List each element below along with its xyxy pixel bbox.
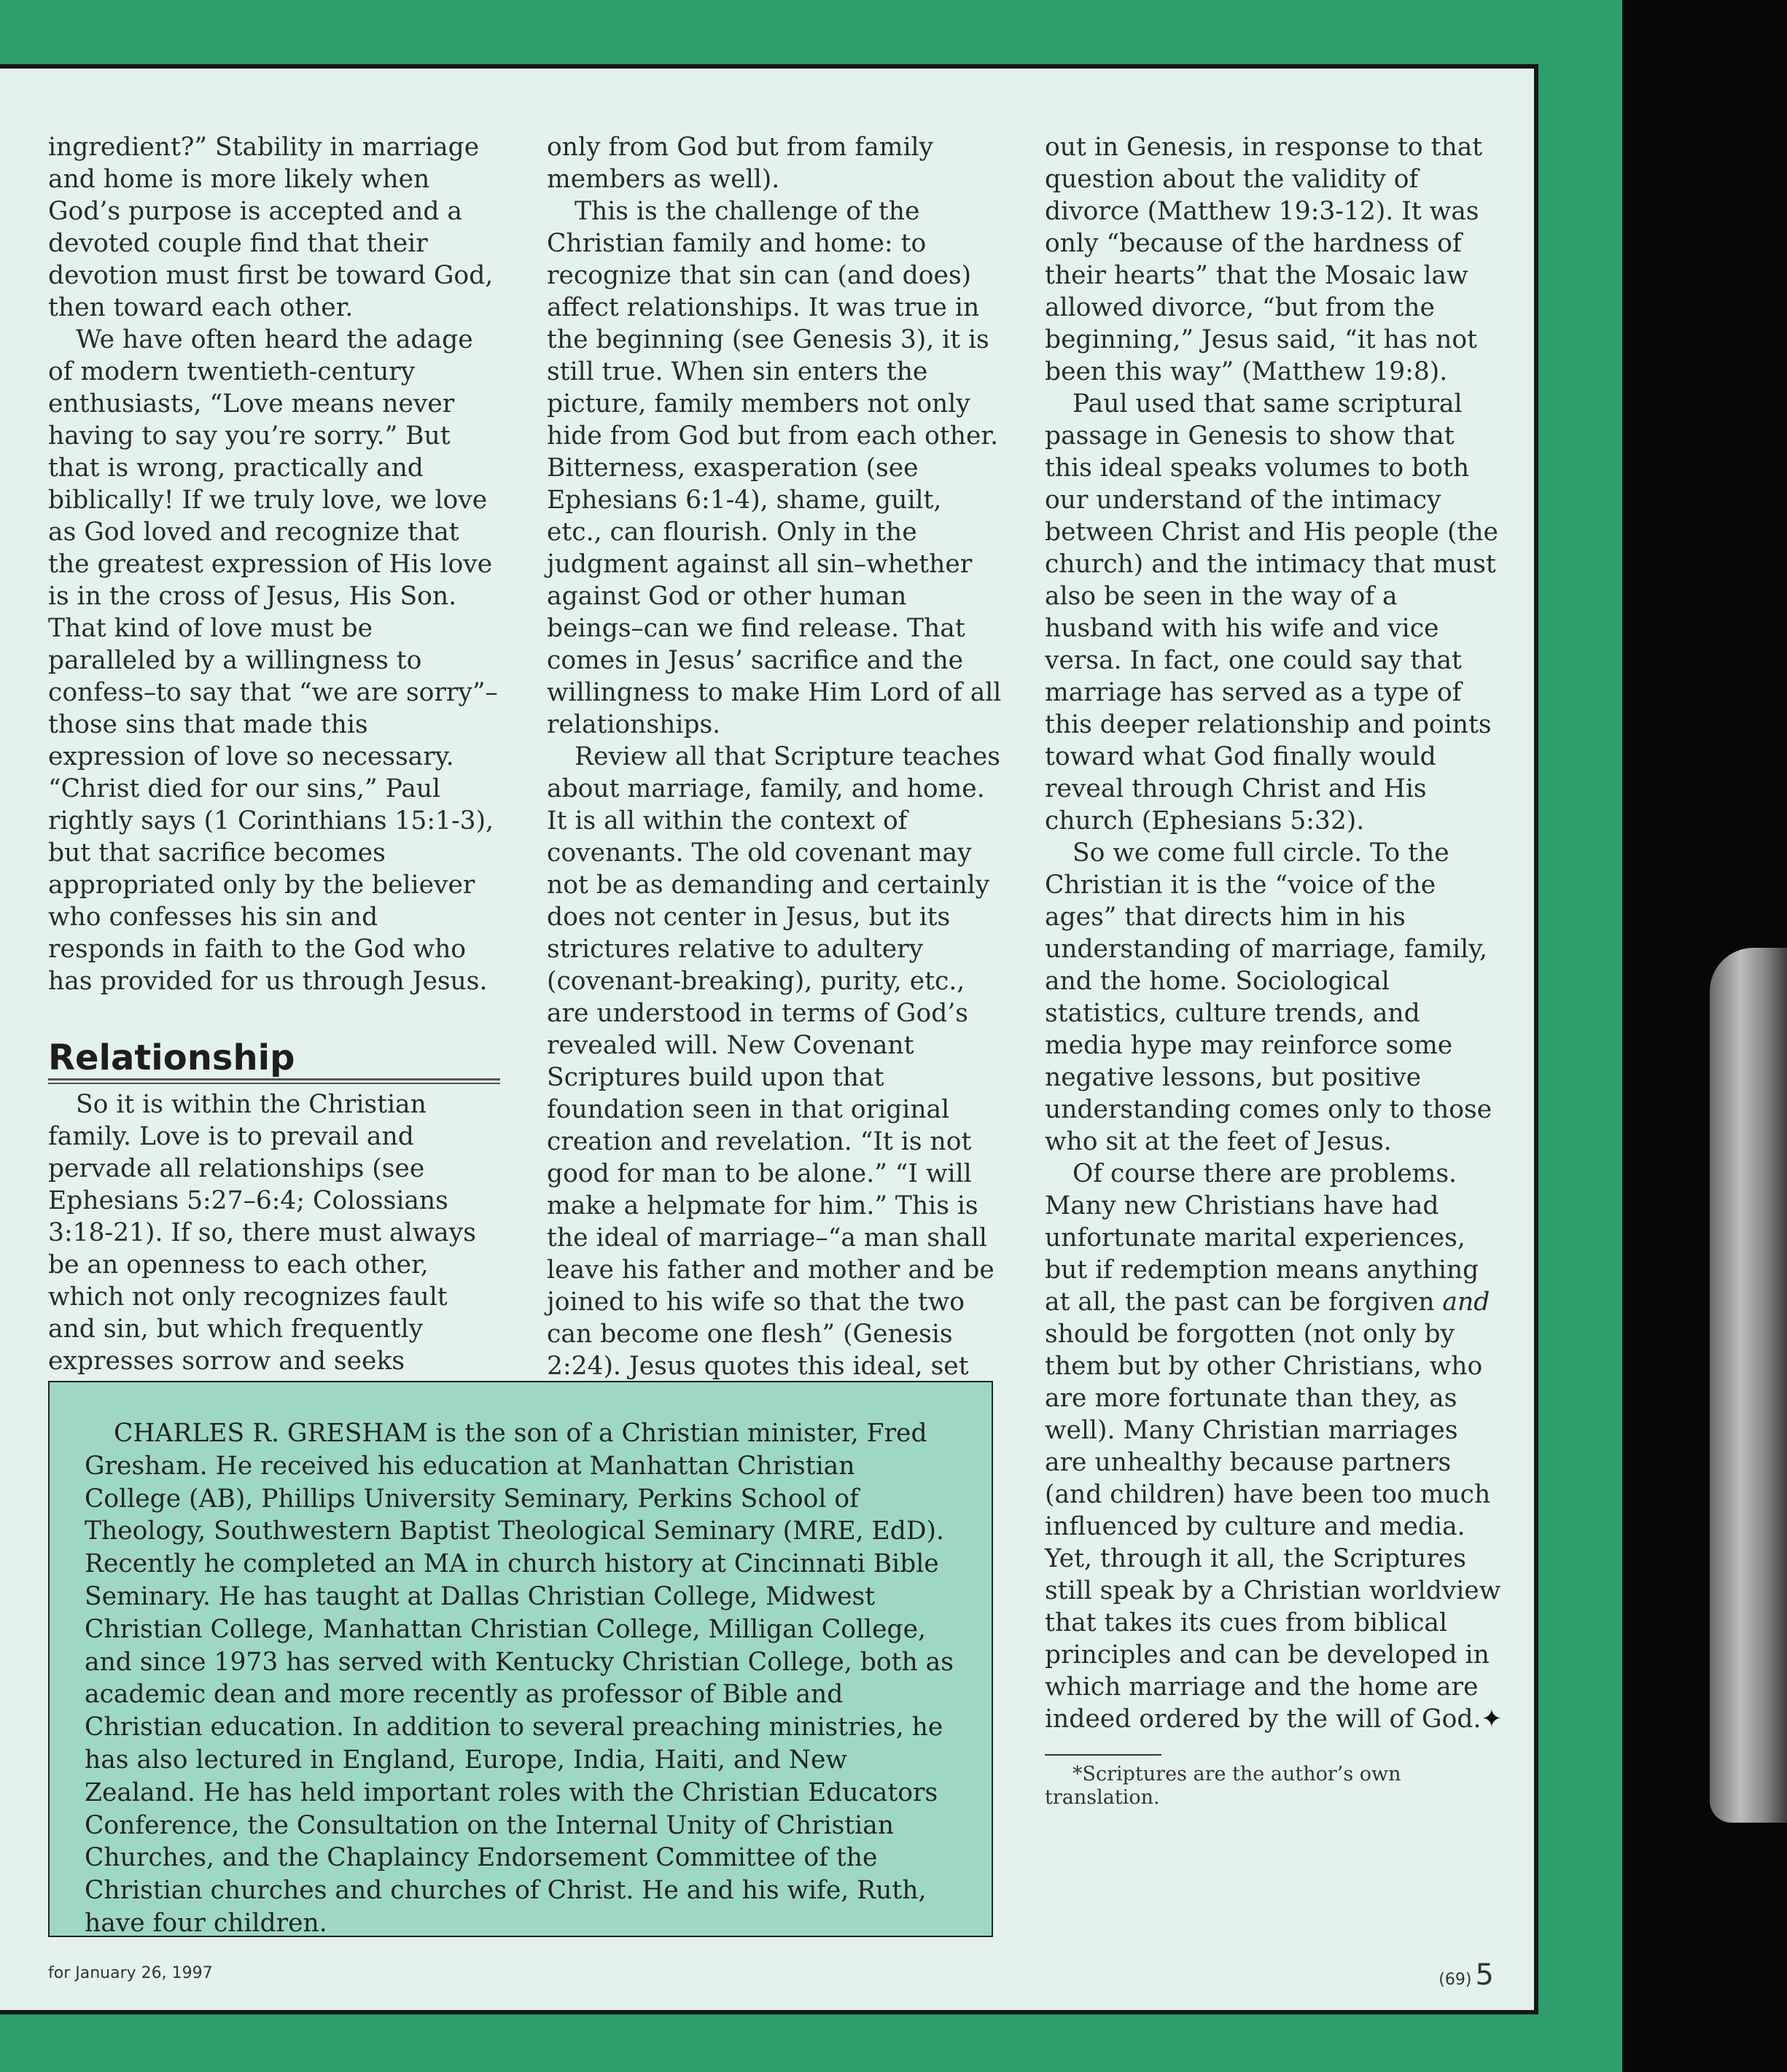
column-3 bbox=[1045, 131, 1504, 1810]
page-number bbox=[1438, 1958, 1494, 1992]
paragraph: out in Genesis, in response to that question about the validity of divorce (Matthew 19:3-12). It was only “because of the hardness of their hearts” that the Mosaic law allowed divorce, “but from the beginning,” Jesus said, “it has not been this way” (Matthew 19:8). bbox=[1045, 133, 1483, 386]
magazine-page bbox=[0, 64, 1538, 2014]
paragraph: only from God but from family members as well). bbox=[547, 133, 934, 194]
paragraph: ingredient?” Stability in marriage and home is more likely when God’s purpose is accepted and a devoted couple find that their devotion must first be toward God, then toward each other. bbox=[48, 133, 494, 322]
text-run: Of course there are problems. Many new Christians have had unfortunate marital experiences, but if redemption means anything at all, the past can be forgiven bbox=[1045, 1159, 1479, 1317]
page-number-big: 5 bbox=[1475, 1958, 1494, 1992]
page-number-small: (69) bbox=[1438, 1971, 1472, 1989]
paragraph: So it is within the Christian family. Love is to prevail and pervade all relationships (see Ephesians 5:27–6:4; Colossians 3:18-21). If so, there must always be an openness to each other, which not only recognizes fault and sin, but which frequently expresses sorrow and seeks bbox=[48, 1090, 476, 1376]
author-bio-box bbox=[48, 1381, 993, 1937]
section-heading: Relationship bbox=[48, 1037, 295, 1078]
text-run: should be forgotten (not only by them but by other Christians, who are more fortunate than they, as well). Many Christian marriages are unhealthy because partners (and children) have been too much influenced by culture and media. Yet, through it all, the Scriptures still speak by a Christian worldview that takes its cues from biblical principles and can be developed in which marriage and the home are indeed ordered by the will of God. bbox=[1045, 1320, 1501, 1734]
author-bio: CHARLES R. GRESHAM is the son of a Christian minister, Fred Gresham. He received his education at Manhattan Christian College (AB), Phillips University Seminary, Perkins School of Theology, Southwestern Baptist Theological Seminary (MRE, EdD). Recently he completed an MA in church history at Cincinnati Bible Seminary. He has taught at Dallas Christian College, Midwest Christian College, Manhattan Christian College, Milligan College, and since 1973 has served with Kentucky Christian College, both as academic dean and more recently as professor of Bible and Christian education. In addition to several preaching ministries, he has also lectured in England, Europe, India, Haiti, and New Zealand. He has held important roles with the Christian Educators Conference, the Consultation on the Internal Unity of Christian Churches, and the Chaplaincy Endorsement Committee of the Christian churches and churches of Christ. He and his wife, Ruth, have four children. bbox=[85, 1419, 954, 1938]
end-mark-icon: ✦ bbox=[1481, 1705, 1503, 1734]
footnote-rule bbox=[1045, 1754, 1161, 1756]
emphasis: and bbox=[1442, 1288, 1490, 1317]
paragraph: This is the challenge of the Christian family and home: to recognize that sin can (and does) affect relationships. It was true in the beginning (see Genesis 3), it is still true. When sin enters the picture, family members not only hide from God but from each other. Bitterness, exasperation (see Ephesians 6:1-4), shame, guilt, etc., can flourish. Only in the judgment against all sin–whether against God or other human beings–can we find release. That comes in Jesus’ sacrifice and the willingness to make Him Lord of all relationships. bbox=[547, 197, 1002, 739]
column-1 bbox=[48, 131, 500, 1409]
photo-edge-image bbox=[1710, 948, 1787, 1823]
paragraph: Review all that Scripture teaches about marriage, family, and home. It is all within the context of covenants. The old covenant may not be as demanding and certainly does not center in Jesus, but its strictures relative to adultery (covenant-breaking), purity, etc., are understood in terms of God’s revealed will. New Covenant Scriptures build upon that foundation seen in that original creation and revelation. “It is not good for man to be alone.” “I will make a helpmate for him.” This is the ideal of marriage–“a man shall leave his father and mother and be joined to his wife so that the two can become one flesh” (Genesis 2:24). Jesus quotes this ideal, set bbox=[547, 742, 1000, 1381]
paragraph: So we come full circle. To the Christian it is the “voice of the ages” that directs him in his understanding of marriage, family, and the home. Sociological statistics, culture trends, and media hype may reinforce some negative lessons, but positive understanding comes only to those who sit at the feet of Jesus. bbox=[1045, 838, 1492, 1156]
issue-date: for January 26, 1997 bbox=[48, 1964, 213, 1982]
paragraph bbox=[1045, 1158, 1504, 1735]
paragraph: Paul used that same scriptural passage in Genesis to show that this ideal speaks volumes to both our understand of the intimacy between Christ and His people (the church) and the intimacy that must also be seen in the way of a husband with his wife and vice versa. In fact, one could say that marriage has served as a type of this deeper relationship and points toward what God finally would reveal through Christ and His church (Ephesians 5:32). bbox=[1045, 389, 1498, 836]
paragraph: We have often heard the adage of modern twentieth-century enthusiasts, “Love means never having to say you’re sorry.” But that is wrong, practically and biblically! If we truly love, we love as God loved and recognize that the greatest expression of His love is in the cross of Jesus, His Son. That kind of love must be paralleled by a willingness to confess–to say that “we are sorry”–those sins that made this expression of love so necessary. “Christ died for our sins,” Paul rightly says (1 Corinthians 15:1-3), but that sacrifice becomes appropriated only by the believer who confesses his sin and responds in faith to the God who has provided for us through Jesus. bbox=[48, 325, 498, 996]
footnote: *Scriptures are the author’s own translation. bbox=[1045, 1763, 1401, 1809]
heading-rule bbox=[48, 1078, 500, 1084]
column-2 bbox=[547, 131, 1002, 1382]
